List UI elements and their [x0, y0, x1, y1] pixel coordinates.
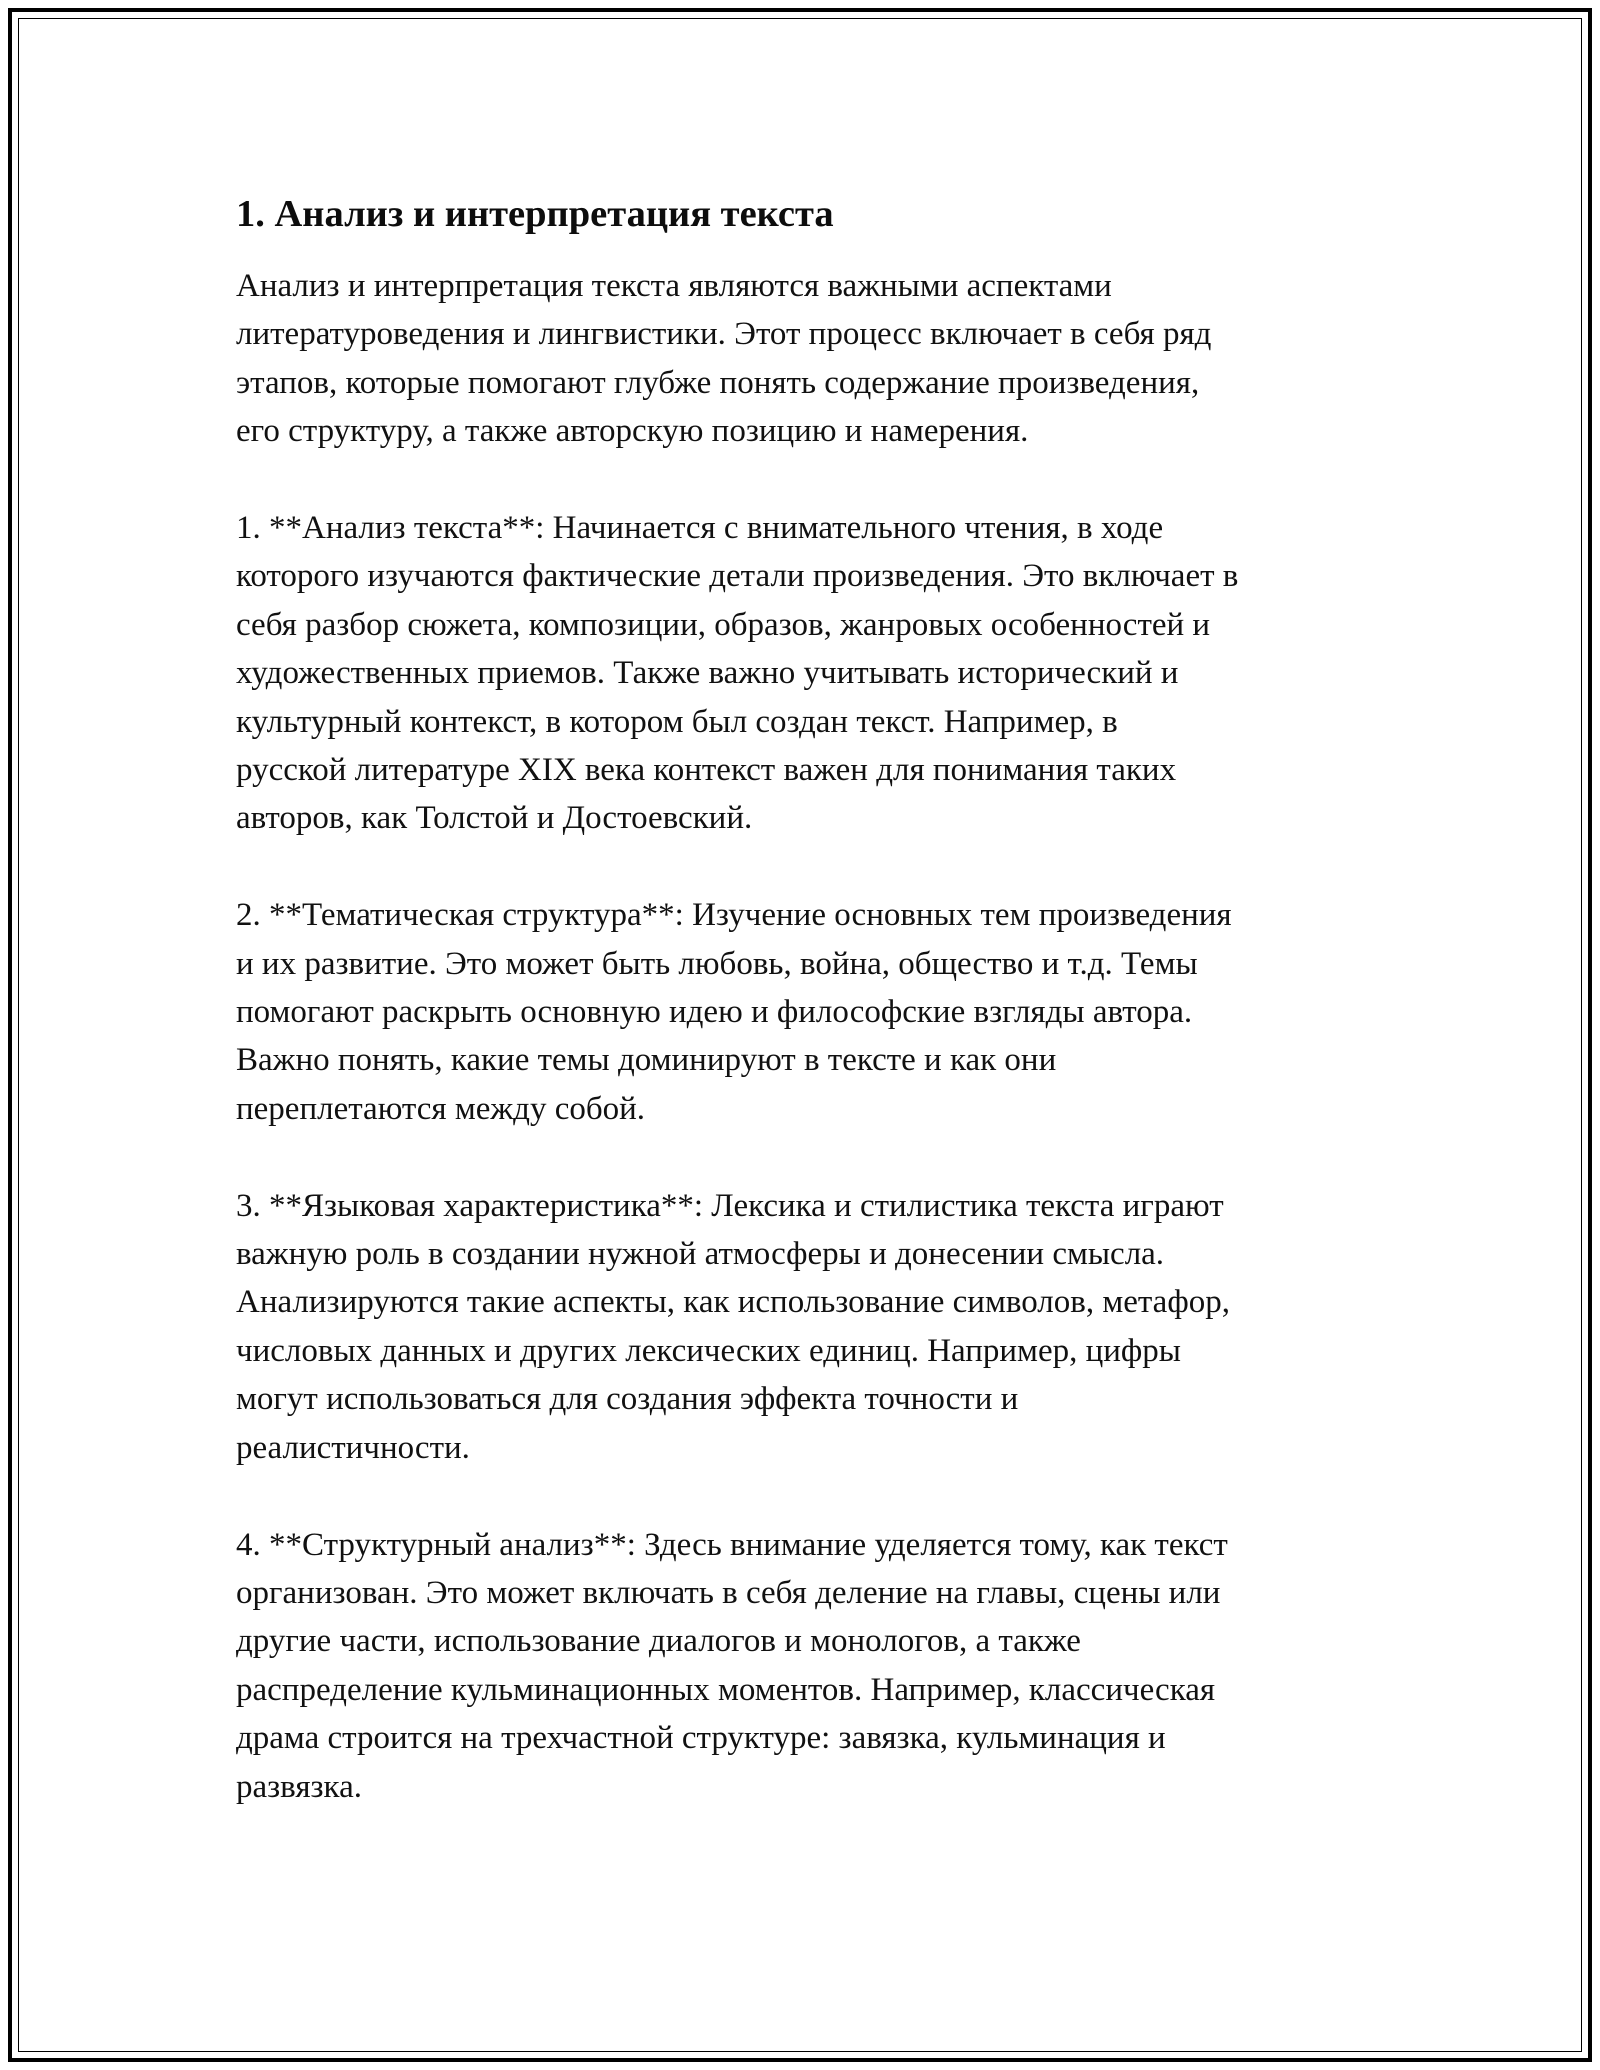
text-line: развязка. [236, 1768, 362, 1805]
text-line: себя разбор сюжета, композиции, образов, жанровых особенностей и [236, 606, 1211, 643]
text-line: 1. **Анализ текста**: Начинается с внимательного чтения, в ходе [236, 510, 1164, 547]
text-line: и их развитие. Это может быть любовь, война, общество и т.д. Темы [236, 945, 1198, 982]
document-body [236, 186, 1376, 1859]
text-line: его структуру, а также авторскую позицию и намерения. [236, 413, 1029, 450]
intro-paragraph [236, 262, 1376, 456]
text-line: Анализируются такие аспекты, как использование символов, метафор, [236, 1284, 1230, 1321]
text-analysis-paragraph [236, 504, 1376, 843]
text-line: распределение кульминационных моментов. Например, классическая [236, 1671, 1216, 1708]
text-line: авторов, как Толстой и Достоевский. [236, 800, 753, 837]
text-line: русской литературе XIX века контекст важен для понимания таких [236, 752, 1177, 789]
structural-analysis-paragraph [236, 1521, 1376, 1811]
text-line: 3. **Языковая характеристика**: Лексика и стилистика текста играют [236, 1187, 1224, 1224]
text-line: 4. **Структурный анализ**: Здесь внимание уделяется тому, как текст [236, 1526, 1228, 1563]
text-line: числовых данных и других лексических единиц. Например, цифры [236, 1332, 1181, 1369]
language-characteristics-paragraph [236, 1182, 1376, 1472]
text-line: помогают раскрыть основную идею и философские взгляды автора. [236, 994, 1193, 1031]
text-line: важную роль в создании нужной атмосферы и донесении смысла. [236, 1236, 1165, 1273]
text-line: организован. Это может включать в себя деление на главы, сцены или [236, 1574, 1221, 1611]
text-line: 2. **Тематическая структура**: Изучение основных тем произведения [236, 897, 1232, 934]
text-line: культурный контекст, в котором был создан текст. Например, в [236, 703, 1118, 740]
thematic-structure-paragraph [236, 891, 1376, 1133]
text-line: которого изучаются фактические детали произведения. Это включает в [236, 558, 1239, 595]
text-line: драма строится на трехчастной структуре: завязка, кульминация и [236, 1720, 1166, 1757]
text-line: Анализ и интерпретация текста являются важными аспектами [236, 268, 1112, 304]
text-line: могут использоваться для создания эффекта точности и [236, 1381, 1019, 1418]
text-line: Важно понять, какие темы доминируют в тексте и как они [236, 1042, 1057, 1079]
text-line: реалистичности. [236, 1429, 470, 1466]
text-line: художественных приемов. Также важно учитывать исторический и [236, 655, 1179, 692]
section-heading: 1. Анализ и интерпретация текста [236, 193, 834, 235]
text-line: этапов, которые помогают глубже понять содержание произведения, [236, 364, 1200, 401]
text-line: литературоведения и лингвистики. Этот процесс включает в себя ряд [236, 316, 1212, 353]
text-line: переплетаются между собой. [236, 1090, 646, 1127]
text-line: другие части, использование диалогов и монологов, а также [236, 1623, 1081, 1660]
